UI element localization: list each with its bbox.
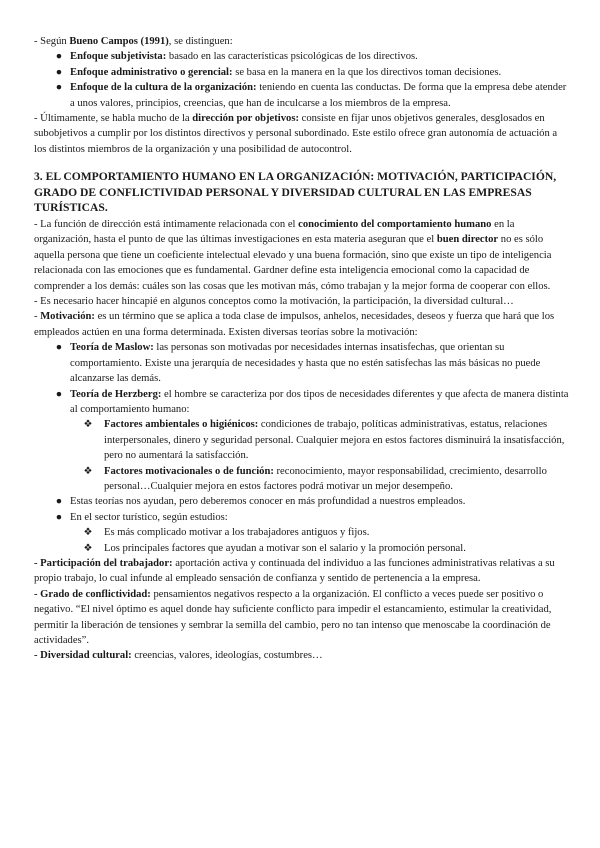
motivation-paragraph: - Motivación: es un término que se aplica a toda clase de impulsos, anhelos, necesidades, deseos y fuerza que hará que los empleados actúen en una forma determinada. Existen diversas teorías sobre la motivación: (34, 311, 555, 338)
diamond-bullet-icon: ❖ (83, 527, 93, 539)
direction-paragraph: - La función de dirección está íntimamente relacionada con el conocimiento del comportamiento humano en la organización, hasta el punto de que las últimas investigaciones en esta materia aseguran que el buen director no es sólo aquella persona que tiene un coeficiente intelectual elevado y una buena formación, sino que existe un tipo de inteligencia relacionada con las emociones que es fundamental. Gardner define esta inteligencia emocional como la capacidad de comprender a los demás: cuáles son las cosas que les motivan más, cómo trabajan y la mejor forma de cooperar con ellos. (34, 219, 552, 292)
bullet-icon: ● (55, 51, 63, 63)
section-heading: 3. EL COMPORTAMIENTO HUMANO EN LA ORGANIZACIÓN: MOTIVACIÓN, PARTICIPACIÓN, GRADO DE CONFLICTIVIDAD PERSONAL Y DIVERSIDAD CULTURAL EN LAS EMPRESAS TURÍSTICAS. (34, 170, 557, 215)
participation-paragraph: - Participación del trabajador: aportación activa y continuada del individuo a las funciones administrativas relativas a su propio trabajo, lo cual infunde al empleado sensación de confianza y sentido de pertenencia a la empresa. (34, 557, 555, 585)
diamond-bullet-icon: ❖ (83, 465, 93, 477)
bullet-icon: ● (55, 342, 63, 354)
list-item: ❖ Factores ambientales o higiénicos: condiciones de trabajo, políticas administrativas, estatus, relaciones interpersonales, dinero y seguridad personal. Cualquier mejora en estos factores disminuirá la insatisfacción, pero no aumentará la satisfacción. (83, 419, 565, 462)
list-item: ● Teoría de Herzberg: el hombre se caracteriza por dos tipos de necesidades diferentes y que afecta de manera distinta al comportamiento humano: (55, 388, 569, 415)
diamond-bullet-icon: ❖ (83, 419, 93, 431)
bullet-icon: ● (55, 511, 63, 523)
list-item: ❖ Factores motivacionales o de función: reconocimiento, mayor responsabilidad, crecimiento, desarrollo personal…Cualquier mejora en estos factores podrá motivar un mejor desempeño. (83, 465, 547, 492)
bullet-icon: ● (55, 496, 63, 508)
list-item: ● Enfoque de la cultura de la organización: teniendo en cuenta las conductas. De forma que la empresa debe atender a unos valores, principios, creencias, que han de inculcarse a los miembros de la empresa. (55, 82, 567, 109)
tourism-list (34, 525, 570, 556)
herzberg-factors-list (34, 417, 570, 494)
concepts-paragraph: - Es necesario hacer hincapié en algunos conceptos como la motivación, la participación, la diversidad cultural… (34, 296, 514, 308)
notes-list (34, 494, 570, 525)
document-page (34, 34, 570, 664)
list-item: ● Estas teorías nos ayudan, pero deberemos conocer en más profundidad a nuestros empleados. (34, 494, 570, 509)
list-item: ● Teoría de Maslow: las personas son motivadas por necesidades internas insatisfechas, que orientan su comportamiento. Existe una jerarquía de necesidades y hasta que no estén satisfechas las más básicas no puede alcanzarse las demás. (55, 342, 541, 385)
conflict-paragraph: - Grado de conflictividad: pensamientos negativos respecto a la organización. El conflicto a veces puede ser positivo o negativo. “El nivel óptimo es aquel donde hay suficiente conflicto para impedir el estancamiento, estimular la creatividad, permitir la liberación de tensiones y sembrar la semilla del cambio, pero no tan intenso que menoscabe la coordinación de actividades”. (34, 588, 552, 646)
bullet-icon: ● (55, 82, 63, 94)
bullet-icon: ● (55, 66, 63, 78)
diamond-bullet-icon: ❖ (83, 542, 93, 554)
author-citation: Bueno Campos (1991) (69, 36, 169, 47)
list-item: ● En el sector turístico, según estudios: (34, 510, 570, 525)
intro-paragraph: - Según Bueno Campos (1991), se distinguen: (34, 36, 233, 47)
approach-list (34, 49, 570, 111)
diversity-paragraph: - Diversidad cultural: creencias, valores, ideologías, costumbres… (34, 650, 323, 662)
list-item: ❖ Es más complicado motivar a los trabajadores antiguos y fijos. (34, 525, 570, 540)
theories-list (34, 340, 570, 417)
list-item: ● Enfoque administrativo o gerencial: se basa en la manera en la que los directivos toman decisiones. (34, 65, 570, 80)
bullet-icon: ● (55, 388, 63, 400)
dpo-paragraph: - Últimamente, se habla mucho de la dirección por objetivos: consiste en fijar unos objetivos generales, desglosados en subobjetivos a cumplir por los distintos directivos y personal subordinado. Este estilo ofrece gran autonomía de actuación a los distintos miembros de la organización y una posibilidad de autocontrol. (34, 113, 558, 155)
list-item: ❖ Los principales factores que ayudan a motivar son el salario y la promoción personal. (34, 541, 570, 556)
list-item: ● Enfoque subjetivista: basado en las características psicológicas de los directivos. (34, 49, 570, 64)
